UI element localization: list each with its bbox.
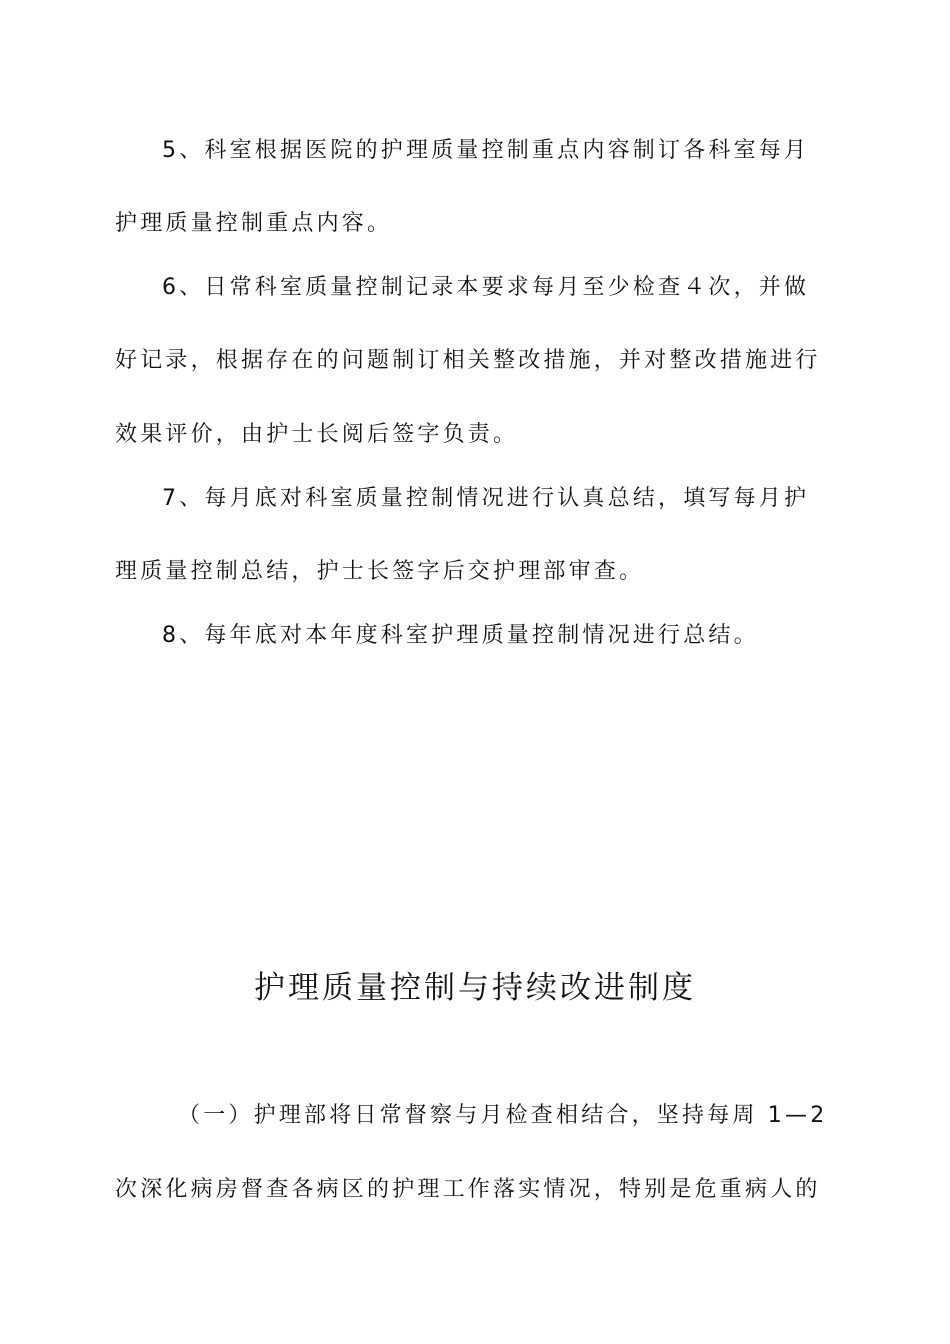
paragraph-line: 理质量控制总结，护士长签字后交护理部审查。 [115, 559, 645, 584]
paragraph-line: 6、日常科室质量控制记录本要求每月至少检查４次，并做 [162, 275, 810, 300]
paragraph-line: （一）护理部将日常督察与月检查相结合，坚持每周 1—2 [178, 1103, 828, 1128]
paragraph-line: 效果评价，由护士长阅后签字负责。 [115, 422, 519, 447]
paragraph-line: 护理质量控制重点内容。 [115, 211, 393, 236]
paragraph-line: 好记录，根据存在的问题制订相关整改措施，并对整改措施进行 [115, 348, 821, 373]
section-title: 护理质量控制与持续改进制度 [254, 970, 696, 1006]
paragraph-line: 次深化病房督查各病区的护理工作落实情况，特别是危重病人的 [115, 1177, 821, 1202]
paragraph-line: 7、每月底对科室质量控制情况进行认真总结，填写每月护 [162, 486, 810, 511]
paragraph-line: 8、每年底对本年度科室护理质量控制情况进行总结。 [162, 623, 759, 648]
paragraph-line: 5、科室根据医院的护理质量控制重点内容制订各科室每月 [162, 138, 810, 163]
